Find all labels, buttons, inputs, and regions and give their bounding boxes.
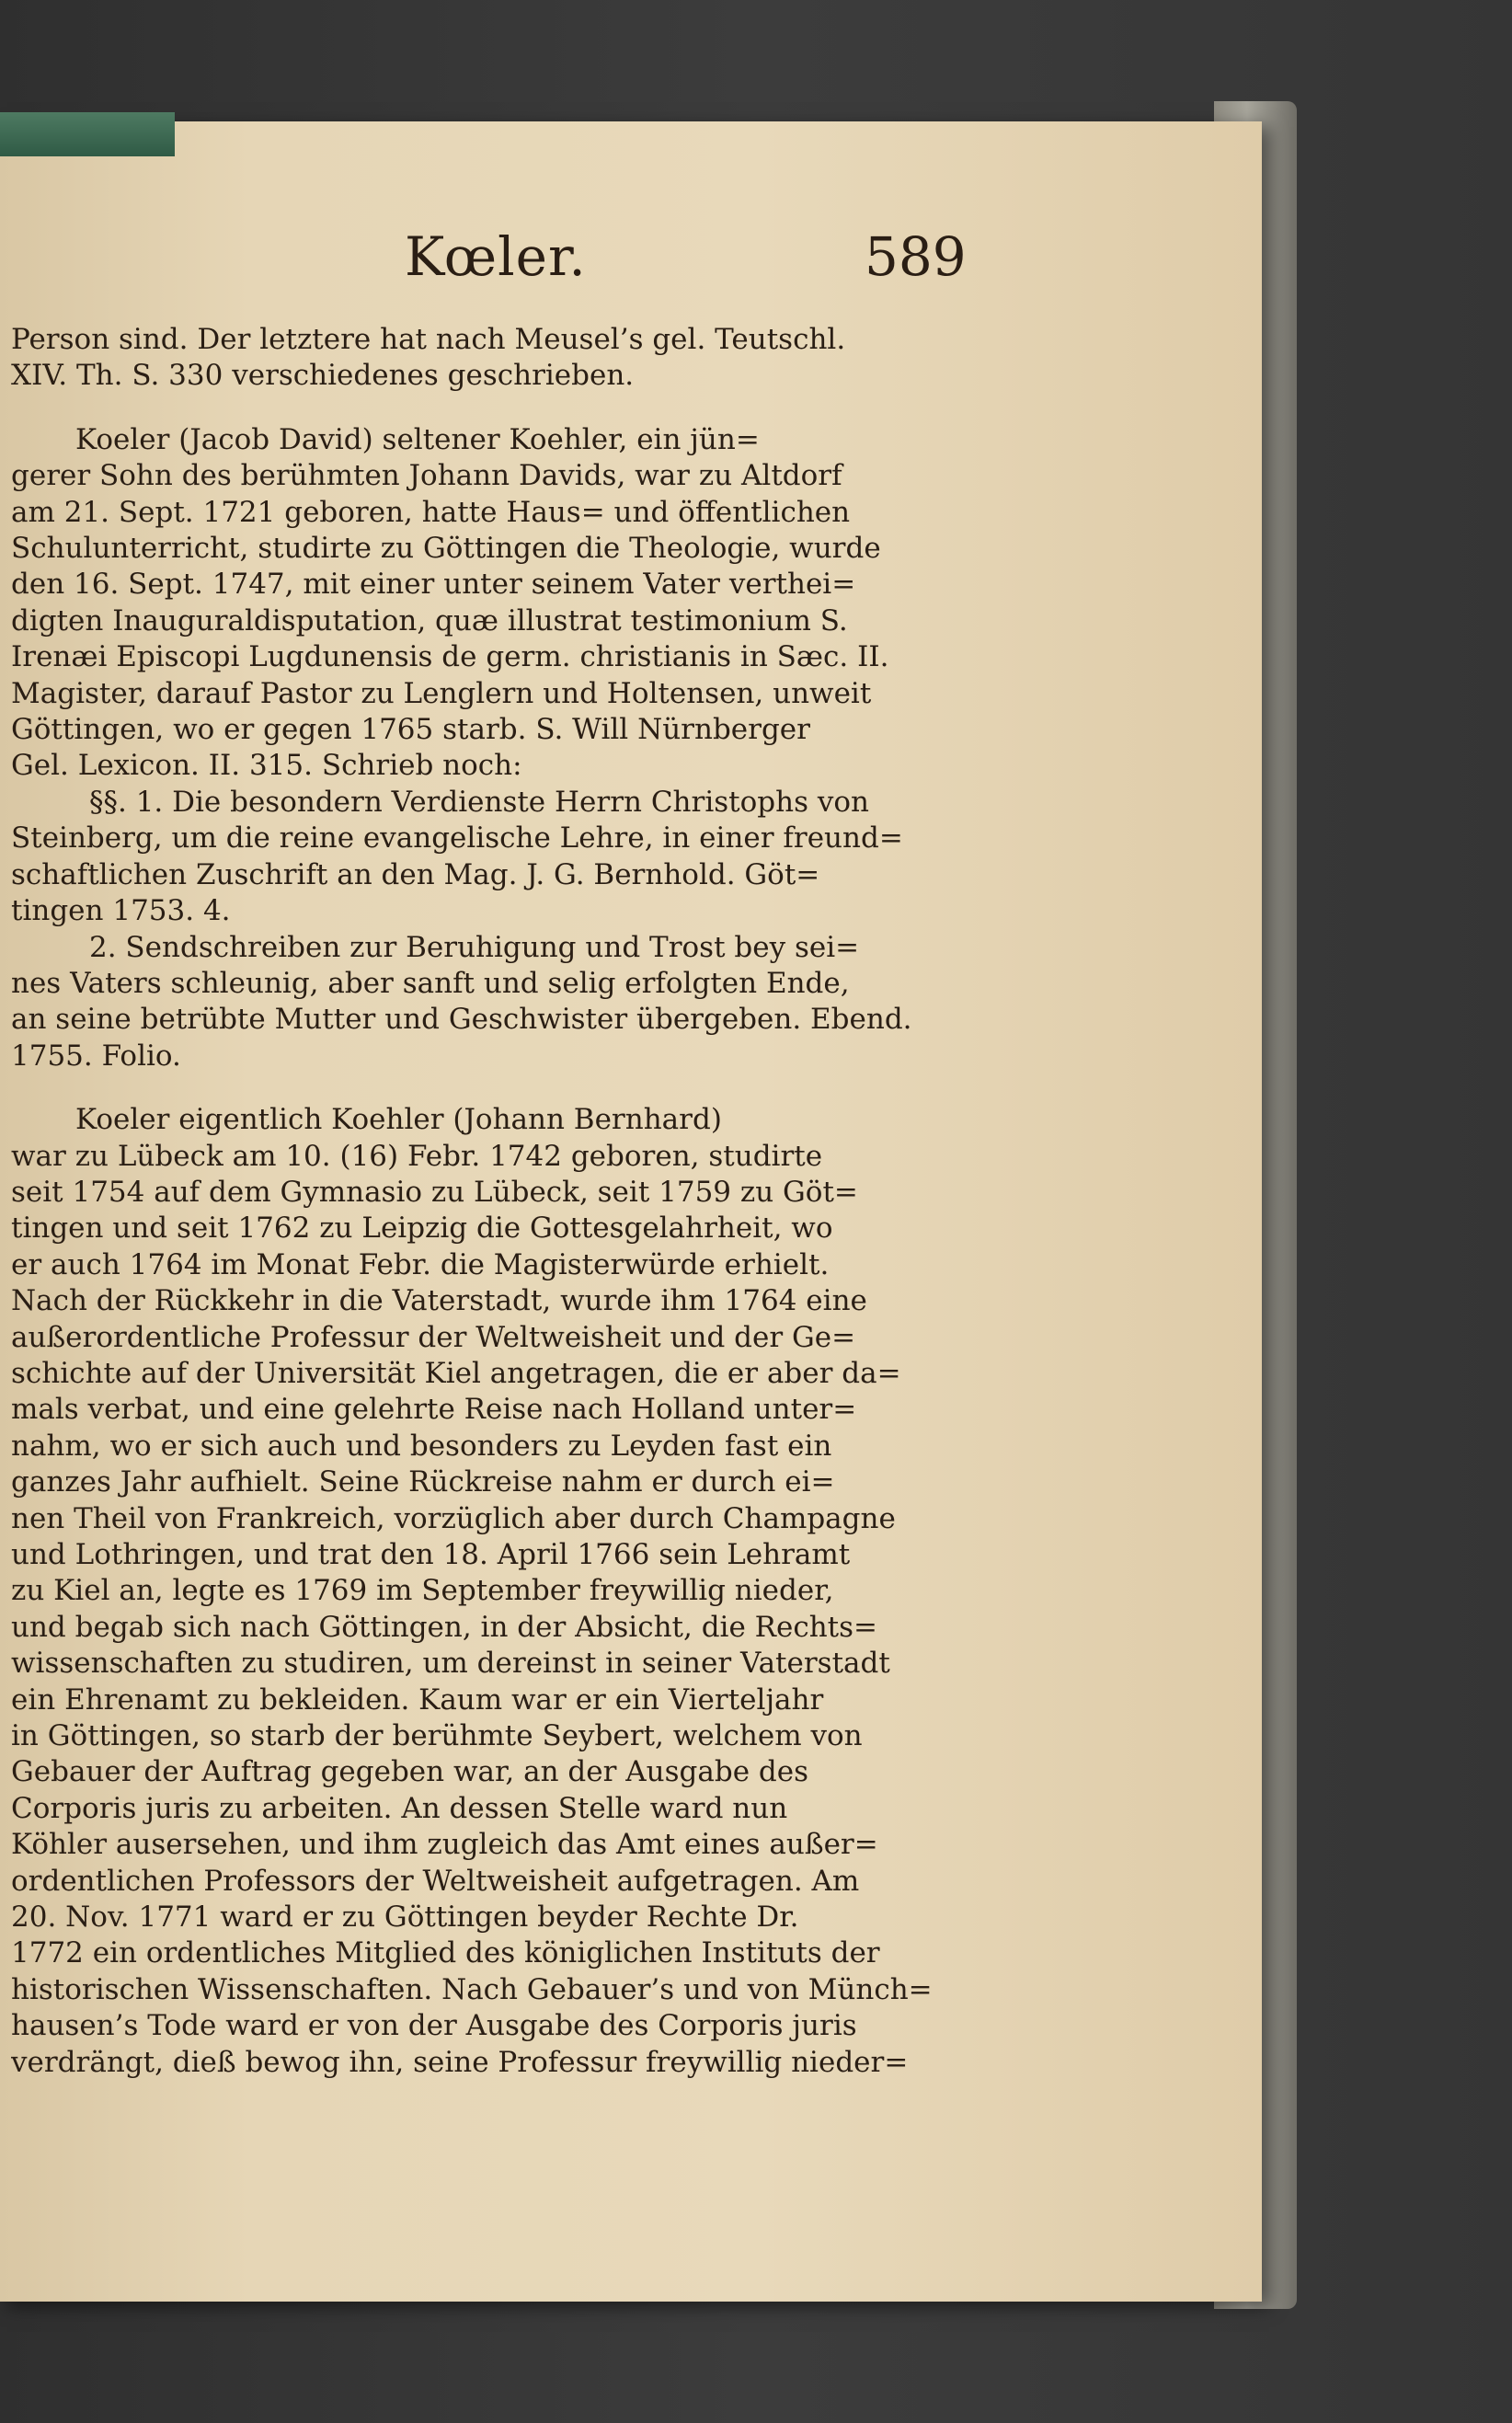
text-line: wissenschaften zu studiren, um dereinst in seiner Vaterstadt — [11, 1647, 890, 1681]
text-line: Gel. Lexicon. II. 315. Schrieb noch: — [11, 749, 522, 783]
text-line: ordentlichen Professors der Weltweisheit aufgetragen. Am — [11, 1864, 860, 1898]
text-line: verdrängt, dieß bewog ihn, seine Professur freywillig nieder= — [11, 2045, 909, 2079]
text-line: nahm, wo er sich auch und besonders zu Leyden fast ein — [11, 1429, 832, 1463]
text-line: Gebauer der Auftrag gegeben war, an der Ausgabe des — [11, 1755, 808, 1789]
text-line: am 21. Sept. 1721 geboren, hatte Haus= und öffentlichen — [11, 495, 851, 529]
paragraph-continuation — [11, 322, 958, 395]
text-line: an seine betrübte Mutter und Geschwister übergeben. Ebend. — [11, 1003, 912, 1037]
text-line: Nach der Rückkehr in die Vaterstadt, wurde ihm 1764 eine — [11, 1284, 867, 1318]
text-line: in Göttingen, so starb der berühmte Seybert, welchem von — [11, 1719, 863, 1753]
text-line: schichte auf der Universität Kiel angetragen, die er aber da= — [11, 1356, 901, 1390]
text-line: Köhler ausersehen, und ihm zugleich das Amt eines außer= — [11, 1828, 878, 1862]
text-line: 20. Nov. 1771 ward er zu Göttingen beyder Rechte Dr. — [11, 1901, 799, 1935]
works-item-2 — [11, 930, 958, 1075]
text-line: nes Vaters schleunig, aber sanft und selig erfolgten Ende, — [11, 966, 850, 1000]
text-line: war zu Lübeck am 10. (16) Febr. 1742 geboren, studirte — [11, 1139, 823, 1173]
text-line: tingen 1753. 4. — [11, 894, 231, 928]
page-header-title: Kœler. — [405, 225, 587, 288]
text-line: ein Ehrenamt zu bekleiden. Kaum war er ein Vierteljahr — [11, 1682, 824, 1717]
text-line: 2. Sendschreiben zur Beruhigung und Trost bey sei= — [89, 930, 860, 964]
running-head — [0, 225, 1262, 308]
page-body-text — [11, 322, 958, 2081]
book-binding-strip — [0, 112, 175, 156]
text-line: Irenæi Episcopi Lugdunensis de germ. christianis in Sæc. II. — [11, 640, 889, 674]
text-line: 1755. Folio. — [11, 1039, 181, 1073]
works-item-1 — [11, 785, 958, 930]
entry-koeler-johann-bernhard — [11, 1102, 958, 2081]
text-line: schaftlichen Zuschrift an den Mag. J. G. Bernhold. Göt= — [11, 857, 820, 891]
text-line: den 16. Sept. 1747, mit einer unter seinem Vater verthei= — [11, 568, 856, 602]
text-line: hausen’s Tode ward er von der Ausgabe des Corporis juris — [11, 2009, 857, 2043]
text-line: mals verbat, und eine gelehrte Reise nach Holland unter= — [11, 1393, 857, 1427]
text-line: seit 1754 auf dem Gymnasio zu Lübeck, seit 1759 zu Göt= — [11, 1175, 858, 1209]
text-line: historischen Wissenschaften. Nach Gebauer’s und von Münch= — [11, 1972, 933, 2006]
text-line: nen Theil von Frankreich, vorzüglich aber durch Champagne — [11, 1501, 896, 1535]
entry-koeler-jacob-david — [11, 422, 958, 785]
text-line: tingen und seit 1762 zu Leipzig die Gottesgelahrheit, wo — [11, 1212, 833, 1246]
page-number: 589 — [865, 225, 967, 288]
text-line: Magister, darauf Pastor zu Lenglern und Holtensen, unweit — [11, 676, 872, 710]
text-line: zu Kiel an, legte es 1769 im September freywillig nieder, — [11, 1574, 834, 1608]
text-line: Göttingen, wo er gegen 1765 starb. S. Will Nürnberger — [11, 713, 810, 747]
text-line: Steinberg, um die reine evangelische Lehre, in einer freund= — [11, 821, 903, 856]
text-line: Koeler eigentlich Koehler (Johann Bernhard) — [75, 1103, 722, 1137]
text-line: Corporis juris zu arbeiten. An dessen Stelle ward nun — [11, 1791, 788, 1825]
text-line: Person sind. Der letztere hat nach Meusel’s gel. Teutschl. — [11, 323, 846, 356]
text-line: außerordentliche Professur der Weltweisheit und der Ge= — [11, 1320, 856, 1354]
text-line: 1772 ein ordentliches Mitglied des königlichen Instituts der — [11, 1936, 880, 1970]
text-line: gerer Sohn des berühmten Johann Davids, war zu Altdorf — [11, 459, 842, 493]
text-line: Schulunterricht, studirte zu Göttingen die Theologie, wurde — [11, 532, 881, 566]
text-line: XIV. Th. S. 330 verschiedenes geschrieben. — [11, 359, 635, 393]
text-line: ganzes Jahr aufhielt. Seine Rückreise nahm er durch ei= — [11, 1465, 835, 1499]
text-line: er auch 1764 im Monat Febr. die Magisterwürde erhielt. — [11, 1247, 830, 1281]
text-line: §§. 1. Die besondern Verdienste Herrn Christophs von — [89, 785, 870, 819]
text-line: Koeler (Jacob David) seltener Koehler, ein jün= — [75, 422, 760, 456]
text-line: und begab sich nach Göttingen, in der Absicht, die Rechts= — [11, 1610, 878, 1644]
text-line: und Lothringen, und trat den 18. April 1766 sein Lehramt — [11, 1538, 851, 1571]
text-line: digten Inauguraldisputation, quæ illustrat testimonium S. — [11, 603, 848, 637]
